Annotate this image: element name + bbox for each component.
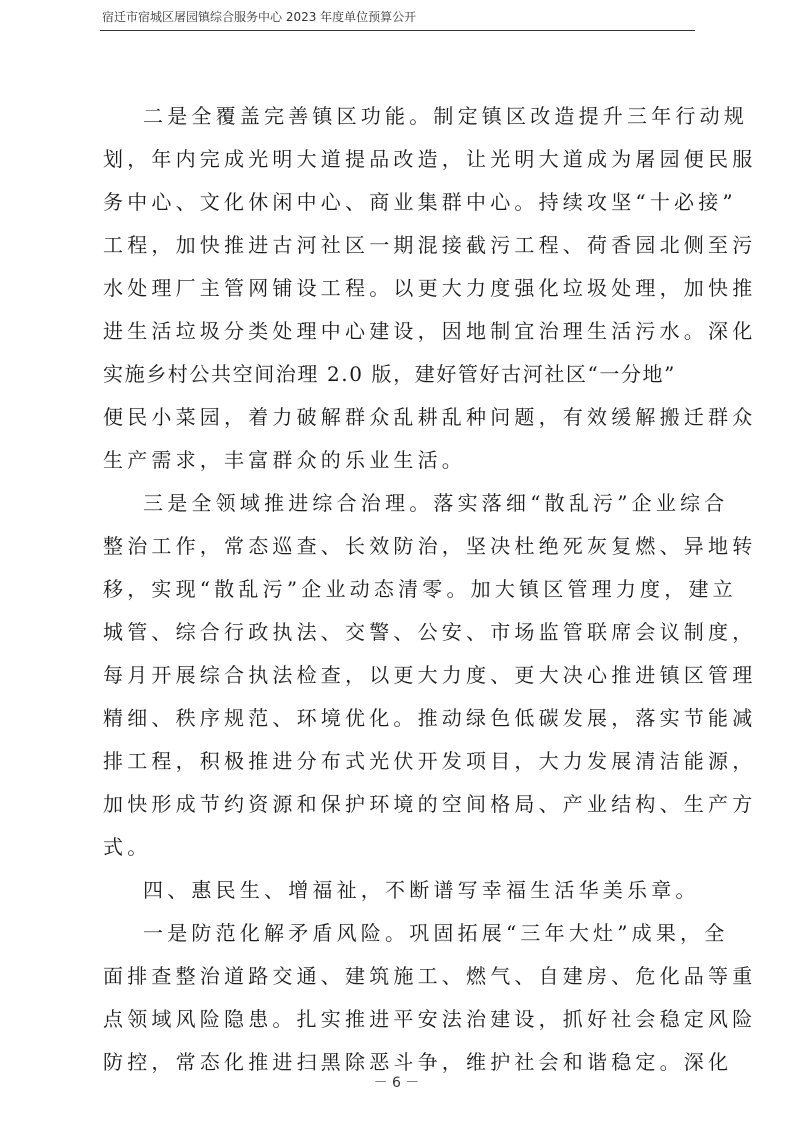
paragraph-line: 排工程，积极推进分布式光伏开发项目，大力发展清洁能源，	[103, 749, 757, 773]
page-number: － 6 －	[373, 1075, 420, 1091]
paragraph-line: 精细、秩序规范、环境优化。推动绿色低碳发展，落实节能减	[103, 706, 757, 730]
section-heading: 四、惠民生、增福祉，不断谱写幸福生活华美乐章。	[143, 878, 700, 902]
paragraph-line: 实施乡村公共空间治理 2.0 版，建好管好古河社区“一分地”	[103, 362, 676, 386]
paragraph-line: 二是全覆盖完善镇区功能。制定镇区改造提升三年行动规	[143, 104, 748, 128]
paragraph-line: 城管、综合行政执法、交警、公安、市场监管联席会议制度，	[103, 620, 757, 644]
paragraph-line: 工程，加快推进古河社区一期混接截污工程、荷香园北侧至污	[103, 233, 757, 257]
header-divider	[100, 30, 695, 31]
document-header: 宿迁市宿城区屠园镇综合服务中心 2023 年度单位预算公开	[102, 10, 417, 24]
paragraph-line: 生产需求，丰富群众的乐业生活。	[103, 448, 466, 472]
paragraph-line: 便民小菜园，着力破解群众乱耕乱种问题，有效缓解搬迁群众	[103, 405, 757, 429]
paragraph-line: 面排查整治道路交通、建筑施工、燃气、自建房、危化品等重	[103, 964, 757, 988]
paragraph-line: 划，年内完成光明大道提品改造，让光明大道成为屠园便民服	[103, 147, 757, 171]
paragraph-line: 加快形成节约资源和保护环境的空间格局、产业结构、生产方	[103, 792, 757, 816]
paragraph-line: 三是全领域推进综合治理。落实落细“散乱污”企业综合	[143, 491, 729, 515]
paragraph-line: 务中心、文化休闲中心、商业集群中心。持续攻坚“十必接”	[103, 190, 737, 214]
paragraph-line: 一是防范化解矛盾风险。巩固拓展“三年大灶”成果，全	[143, 921, 729, 945]
paragraph-line: 水处理厂主管网铺设工程。以更大力度强化垃圾处理，加快推	[103, 276, 757, 300]
paragraph-line: 移，实现“散乱污”企业动态清零。加大镇区管理力度，建立	[103, 577, 737, 601]
paragraph-line: 式。	[103, 835, 152, 859]
paragraph-line: 整治工作，常态巡查、长效防治，坚决杜绝死灰复燃、异地转	[103, 534, 757, 558]
paragraph-line: 点领域风险隐患。扎实推进平安法治建设，抓好社会稳定风险	[103, 1007, 757, 1031]
paragraph-line: 每月开展综合执法检查，以更大力度、更大决心推进镇区管理	[103, 663, 757, 687]
paragraph-line: 进生活垃圾分类处理中心建设，因地制宜治理生活污水。深化	[103, 319, 757, 343]
paragraph-line: 防控，常态化推进扫黑除恶斗争，维护社会和谐稳定。深化	[103, 1050, 733, 1074]
